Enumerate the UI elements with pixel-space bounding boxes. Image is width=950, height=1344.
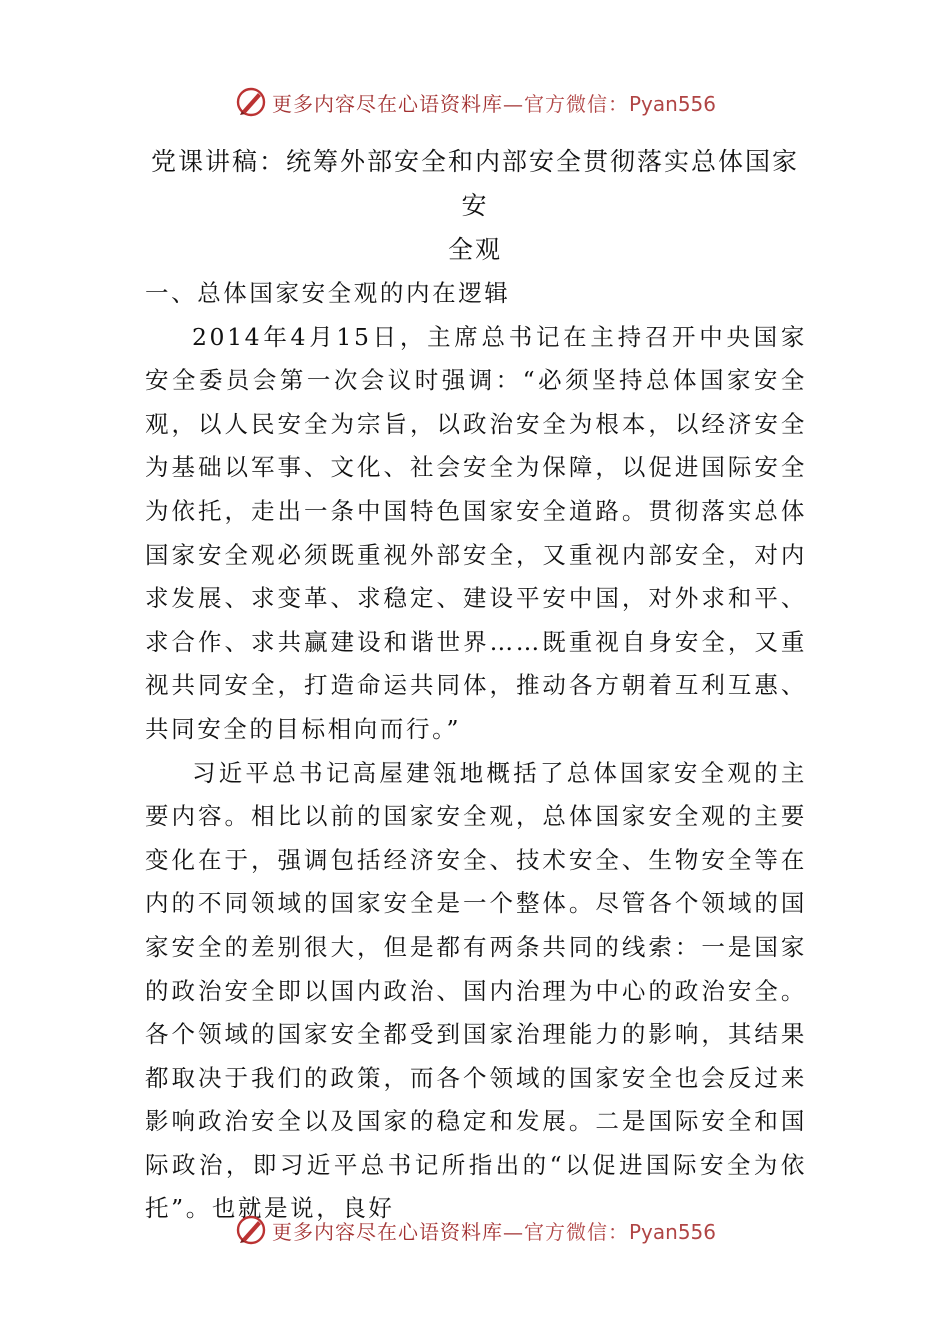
document-title — [145, 140, 805, 272]
title-line-2: 全观 — [447, 235, 502, 264]
watermark-text: 更多内容尽在心语资料库—官方微信：Pyan556 — [271, 91, 716, 116]
paragraph-1: 2014年4月15日，主席总书记在主持召开中央国家安全委员会第一次会议时强调：“必须坚持总体国家安全观，以人民安全为宗旨，以政治安全为根本，以经济安全为基础以军事、文化、社会安全为保障，以促进国际安全为依托，走出一条中国特色国家安全道路。贯彻落实总体国家安全观必须既重视外部安全，又重视内部安全，对内求发展、求变革、求稳定、建设平安中国，对外求和平、求合作、求共赢建设和谐世界……既重视自身安全，又重视共同安全，打造命运共同体，推动各方朝着互利互惠、共同安全的目标相向而行。” — [145, 322, 807, 743]
pen-logo-icon — [234, 1213, 268, 1247]
document-body — [145, 272, 807, 1231]
watermark-banner-top — [0, 82, 950, 122]
title-line-1: 党课讲稿：统筹外部安全和内部安全贯彻落实总体国家安 — [150, 147, 799, 220]
watermark-text: 更多内容尽在心语资料库—官方微信：Pyan556 — [271, 1219, 716, 1244]
section-heading: 一、总体国家安全观的内在逻辑 — [145, 279, 511, 307]
pen-logo-icon — [234, 85, 268, 119]
paragraph-2: 习近平总书记高屋建瓴地概括了总体国家安全观的主要内容。相比以前的国家安全观，总体国家安全观的主要变化在于，强调包括经济安全、技术安全、生物安全等在内的不同领域的国家安全是一个整体。尽管各个领域的国家安全的差别很大，但是都有两条共同的线索：一是国家的政治安全即以国内政治、国内治理为中心的政治安全。各个领域的国家安全都受到国家治理能力的影响，其结果都取决于我们的政策，而各个领域的国家安全也会反过来影响政治安全以及国家的稳定和发展。二是国际安全和国际政治，即习近平总书记所指出的“以促进国际安全为依托”。也就是说，良好 — [145, 758, 807, 1223]
watermark-banner-bottom — [0, 1210, 950, 1250]
